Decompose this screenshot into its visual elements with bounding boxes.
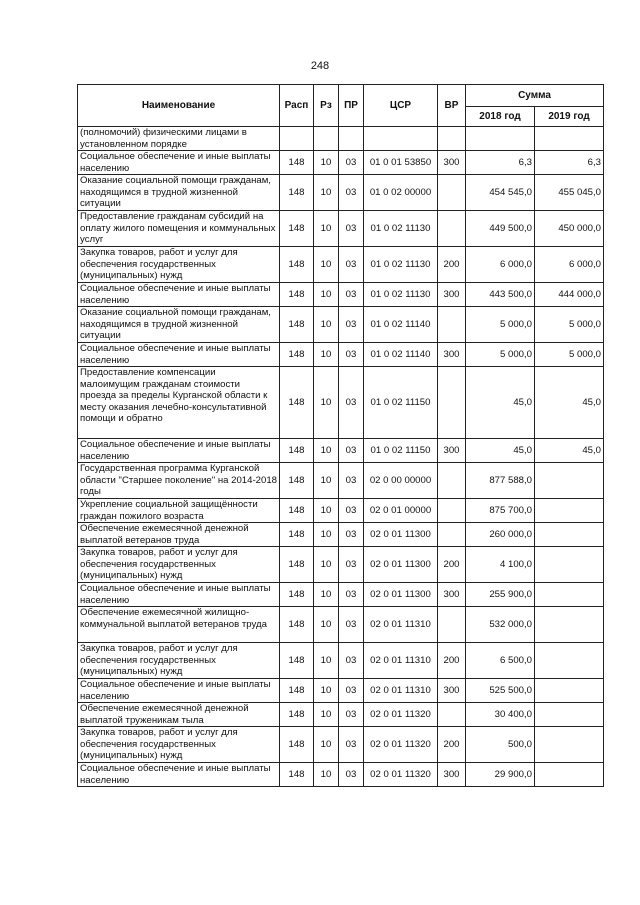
cell-rz: 10 — [314, 463, 339, 499]
cell-rasp: 148 — [280, 763, 314, 787]
cell-2019: 45,0 — [535, 367, 604, 439]
table-row — [78, 367, 604, 439]
header-sum: Сумма — [466, 85, 604, 107]
cell-vr: 200 — [438, 247, 466, 283]
cell-rz: 10 — [314, 307, 339, 343]
cell-rasp: 148 — [280, 643, 314, 679]
table-row — [78, 151, 604, 175]
table-row — [78, 703, 604, 727]
cell-rz: 10 — [314, 151, 339, 175]
cell-name: Закупка товаров, работ и услуг для обеспечения государственных (муниципальных) нужд — [78, 547, 280, 583]
cell-pr: 03 — [339, 367, 364, 439]
cell-2018: 255 900,0 — [466, 583, 535, 607]
header-2019: 2019 год — [535, 107, 604, 127]
cell-vr — [438, 523, 466, 547]
cell-name: Социальное обеспечение и иные выплаты населению — [78, 283, 280, 307]
cell-2019 — [535, 679, 604, 703]
cell-rasp: 148 — [280, 439, 314, 463]
cell-rz: 10 — [314, 283, 339, 307]
cell-vr — [438, 307, 466, 343]
cell-2018: 500,0 — [466, 727, 535, 763]
cell-2019 — [535, 763, 604, 787]
cell-vr: 300 — [438, 763, 466, 787]
cell-2018: 260 000,0 — [466, 523, 535, 547]
cell-csr: 02 0 01 11300 — [364, 583, 438, 607]
cell-2018: 6 500,0 — [466, 643, 535, 679]
cell-csr: 02 0 01 11300 — [364, 547, 438, 583]
cell-csr — [364, 127, 438, 151]
header-csr: ЦСР — [364, 85, 438, 127]
table-row — [78, 127, 604, 151]
cell-csr: 01 0 02 11140 — [364, 307, 438, 343]
cell-rasp: 148 — [280, 175, 314, 211]
cell-rasp: 148 — [280, 367, 314, 439]
cell-rasp: 148 — [280, 523, 314, 547]
cell-rasp: 148 — [280, 499, 314, 523]
table-row — [78, 211, 604, 247]
cell-rz: 10 — [314, 175, 339, 211]
cell-pr: 03 — [339, 547, 364, 583]
cell-name: Социальное обеспечение и иные выплаты населению — [78, 583, 280, 607]
cell-rasp: 148 — [280, 211, 314, 247]
cell-2018: 45,0 — [466, 439, 535, 463]
cell-name: Предоставление компенсации малоимущим гражданам стоимости проезда за пределы Курганской области к месту оказания лечебно-консультативной помощи и обратно — [78, 367, 280, 439]
cell-2018: 532 000,0 — [466, 607, 535, 643]
table-row — [78, 523, 604, 547]
cell-name: Закупка товаров, работ и услуг для обеспечения государственных (муниципальных) нужд — [78, 247, 280, 283]
cell-csr: 02 0 01 11310 — [364, 643, 438, 679]
header-name: Наименование — [78, 85, 280, 127]
cell-name: Оказание социальной помощи гражданам, находящимся в трудной жизненной ситуации — [78, 307, 280, 343]
budget-table — [77, 84, 604, 787]
cell-2019 — [535, 127, 604, 151]
cell-2018 — [466, 127, 535, 151]
table-row — [78, 439, 604, 463]
cell-rz: 10 — [314, 343, 339, 367]
cell-rasp: 148 — [280, 283, 314, 307]
cell-vr: 300 — [438, 343, 466, 367]
table-row — [78, 643, 604, 679]
cell-pr: 03 — [339, 343, 364, 367]
cell-name: Социальное обеспечение и иные выплаты населению — [78, 763, 280, 787]
table-row — [78, 247, 604, 283]
cell-name: Оказание социальной помощи гражданам, находящимся в трудной жизненной ситуации — [78, 175, 280, 211]
cell-vr: 300 — [438, 151, 466, 175]
cell-rasp: 148 — [280, 583, 314, 607]
cell-vr — [438, 127, 466, 151]
cell-rz: 10 — [314, 211, 339, 247]
cell-pr: 03 — [339, 247, 364, 283]
cell-pr: 03 — [339, 439, 364, 463]
table-row — [78, 679, 604, 703]
cell-csr: 02 0 01 00000 — [364, 499, 438, 523]
cell-name: (полномочий) физическими лицами в установленном порядке — [78, 127, 280, 151]
cell-name: Социальное обеспечение и иные выплаты населению — [78, 151, 280, 175]
cell-csr: 01 0 02 11130 — [364, 247, 438, 283]
cell-rz — [314, 127, 339, 151]
cell-rz: 10 — [314, 607, 339, 643]
cell-2019 — [535, 727, 604, 763]
cell-pr: 03 — [339, 583, 364, 607]
cell-rasp: 148 — [280, 547, 314, 583]
cell-rz: 10 — [314, 367, 339, 439]
cell-csr: 01 0 01 53850 — [364, 151, 438, 175]
cell-pr: 03 — [339, 643, 364, 679]
cell-csr: 02 0 01 11310 — [364, 607, 438, 643]
cell-2018: 454 545,0 — [466, 175, 535, 211]
cell-rz: 10 — [314, 499, 339, 523]
cell-pr: 03 — [339, 307, 364, 343]
table-row — [78, 307, 604, 343]
cell-rz: 10 — [314, 727, 339, 763]
cell-rasp: 148 — [280, 151, 314, 175]
cell-csr: 02 0 00 00000 — [364, 463, 438, 499]
table-body — [78, 127, 604, 787]
cell-rasp: 148 — [280, 307, 314, 343]
table-row — [78, 499, 604, 523]
cell-2019: 444 000,0 — [535, 283, 604, 307]
table-row — [78, 175, 604, 211]
cell-csr: 02 0 01 11320 — [364, 727, 438, 763]
cell-pr: 03 — [339, 463, 364, 499]
cell-csr: 01 0 02 11130 — [364, 211, 438, 247]
cell-rz: 10 — [314, 439, 339, 463]
cell-2019 — [535, 499, 604, 523]
cell-2018: 443 500,0 — [466, 283, 535, 307]
cell-csr: 01 0 02 11150 — [364, 367, 438, 439]
cell-2019: 455 045,0 — [535, 175, 604, 211]
cell-rz: 10 — [314, 547, 339, 583]
cell-rz: 10 — [314, 703, 339, 727]
table-row — [78, 583, 604, 607]
cell-csr: 01 0 02 11130 — [364, 283, 438, 307]
cell-pr: 03 — [339, 175, 364, 211]
cell-rasp: 148 — [280, 343, 314, 367]
cell-vr: 300 — [438, 283, 466, 307]
cell-pr: 03 — [339, 679, 364, 703]
cell-pr: 03 — [339, 523, 364, 547]
cell-rasp: 148 — [280, 727, 314, 763]
header-vr: ВР — [438, 85, 466, 127]
table-row — [78, 463, 604, 499]
cell-csr: 01 0 02 11150 — [364, 439, 438, 463]
cell-vr — [438, 499, 466, 523]
header-2018: 2018 год — [466, 107, 535, 127]
cell-name: Социальное обеспечение и иные выплаты населению — [78, 679, 280, 703]
cell-name: Обеспечение ежемесячной денежной выплатой ветеранов труда — [78, 523, 280, 547]
cell-2019: 450 000,0 — [535, 211, 604, 247]
cell-2019: 5 000,0 — [535, 343, 604, 367]
cell-2018: 29 900,0 — [466, 763, 535, 787]
cell-name: Обеспечение ежемесячной жилищно-коммунальной выплатой ветеранов труда — [78, 607, 280, 643]
cell-name: Государственная программа Курганской области "Старшее поколение" на 2014-2018 годы — [78, 463, 280, 499]
cell-name: Обеспечение ежемесячной денежной выплатой труженикам тыла — [78, 703, 280, 727]
cell-vr — [438, 367, 466, 439]
cell-vr — [438, 463, 466, 499]
table-row — [78, 763, 604, 787]
cell-vr: 200 — [438, 643, 466, 679]
cell-2018: 6,3 — [466, 151, 535, 175]
page-number: 248 — [310, 60, 330, 72]
cell-2018: 4 100,0 — [466, 547, 535, 583]
cell-pr: 03 — [339, 151, 364, 175]
cell-name: Закупка товаров, работ и услуг для обеспечения государственных (муниципальных) нужд — [78, 643, 280, 679]
cell-rasp: 148 — [280, 247, 314, 283]
cell-2019 — [535, 523, 604, 547]
cell-2018: 5 000,0 — [466, 307, 535, 343]
cell-vr — [438, 607, 466, 643]
cell-2019: 6 000,0 — [535, 247, 604, 283]
cell-pr: 03 — [339, 211, 364, 247]
cell-pr: 03 — [339, 763, 364, 787]
cell-2019: 5 000,0 — [535, 307, 604, 343]
table-row — [78, 547, 604, 583]
cell-2018: 30 400,0 — [466, 703, 535, 727]
cell-csr: 02 0 01 11320 — [364, 763, 438, 787]
table-row — [78, 727, 604, 763]
cell-csr: 01 0 02 00000 — [364, 175, 438, 211]
cell-rasp: 148 — [280, 463, 314, 499]
cell-vr: 300 — [438, 679, 466, 703]
cell-2018: 6 000,0 — [466, 247, 535, 283]
cell-2018: 525 500,0 — [466, 679, 535, 703]
cell-csr: 02 0 01 11320 — [364, 703, 438, 727]
cell-name: Социальное обеспечение и иные выплаты населению — [78, 439, 280, 463]
cell-vr: 300 — [438, 583, 466, 607]
cell-pr: 03 — [339, 703, 364, 727]
cell-vr — [438, 211, 466, 247]
table-row — [78, 607, 604, 643]
cell-rz: 10 — [314, 523, 339, 547]
table-row — [78, 343, 604, 367]
cell-rz: 10 — [314, 247, 339, 283]
cell-pr: 03 — [339, 727, 364, 763]
cell-2019 — [535, 607, 604, 643]
cell-csr: 02 0 01 11300 — [364, 523, 438, 547]
cell-vr — [438, 703, 466, 727]
cell-vr: 300 — [438, 439, 466, 463]
cell-vr: 200 — [438, 727, 466, 763]
cell-2019 — [535, 547, 604, 583]
cell-rasp: 148 — [280, 679, 314, 703]
cell-rz: 10 — [314, 643, 339, 679]
cell-csr: 02 0 01 11310 — [364, 679, 438, 703]
cell-rasp — [280, 127, 314, 151]
cell-rz: 10 — [314, 583, 339, 607]
header-rasp: Расп — [280, 85, 314, 127]
cell-rz: 10 — [314, 679, 339, 703]
cell-2019 — [535, 703, 604, 727]
cell-pr — [339, 127, 364, 151]
cell-name: Предоставление гражданам субсидий на оплату жилого помещения и коммунальных услуг — [78, 211, 280, 247]
cell-name: Укрепление социальной защищённости граждан пожилого возраста — [78, 499, 280, 523]
cell-rasp: 148 — [280, 703, 314, 727]
cell-2018: 875 700,0 — [466, 499, 535, 523]
cell-2019 — [535, 643, 604, 679]
cell-2018: 45,0 — [466, 367, 535, 439]
cell-name: Закупка товаров, работ и услуг для обеспечения государственных (муниципальных) нужд — [78, 727, 280, 763]
table-row — [78, 283, 604, 307]
cell-pr: 03 — [339, 499, 364, 523]
cell-rasp: 148 — [280, 607, 314, 643]
cell-rz: 10 — [314, 763, 339, 787]
cell-csr: 01 0 02 11140 — [364, 343, 438, 367]
cell-2019: 6,3 — [535, 151, 604, 175]
header-rz: Рз — [314, 85, 339, 127]
cell-pr: 03 — [339, 607, 364, 643]
cell-2018: 5 000,0 — [466, 343, 535, 367]
cell-vr: 200 — [438, 547, 466, 583]
cell-2018: 877 588,0 — [466, 463, 535, 499]
cell-2018: 449 500,0 — [466, 211, 535, 247]
header-pr: ПР — [339, 85, 364, 127]
cell-name: Социальное обеспечение и иные выплаты населению — [78, 343, 280, 367]
cell-2019 — [535, 583, 604, 607]
cell-2019: 45,0 — [535, 439, 604, 463]
cell-2019 — [535, 463, 604, 499]
cell-pr: 03 — [339, 283, 364, 307]
cell-vr — [438, 175, 466, 211]
